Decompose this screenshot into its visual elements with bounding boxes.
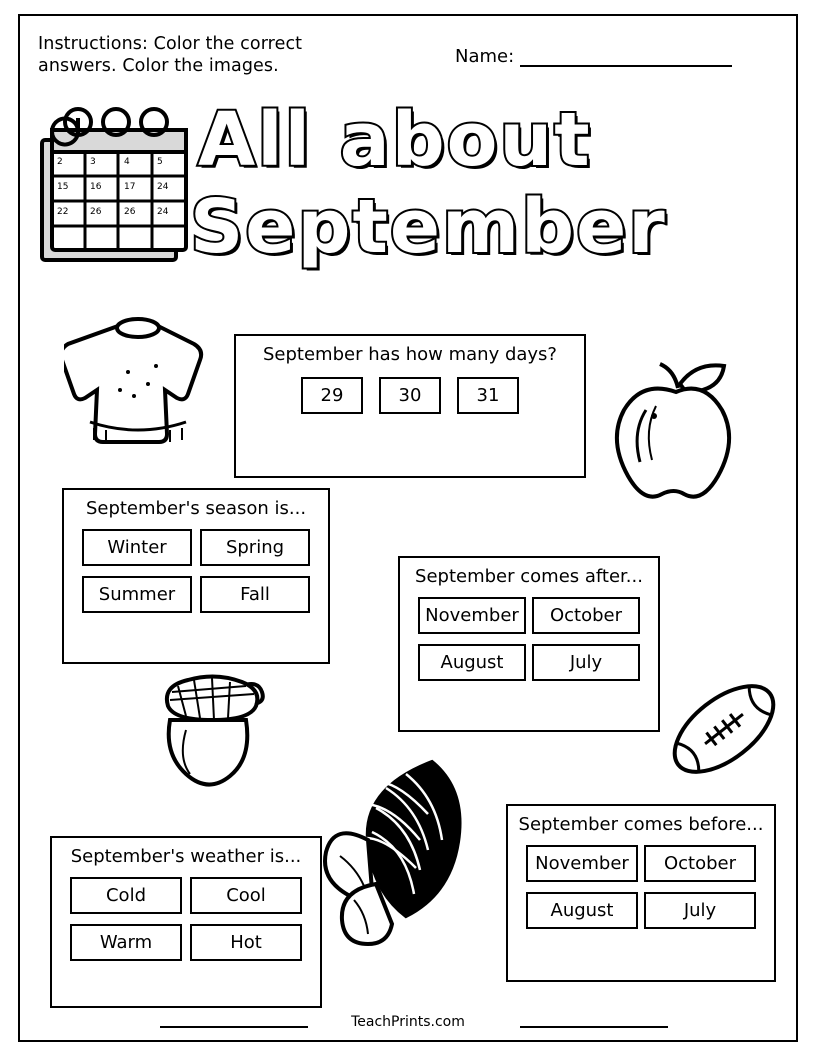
- svg-text:26: 26: [124, 207, 136, 217]
- svg-text:24: 24: [157, 207, 169, 217]
- instructions-text: Instructions: Color the correct answers. Color the images.: [38, 34, 303, 76]
- question-after-prompt: September comes after...: [415, 566, 643, 587]
- option-before-july[interactable]: July: [644, 892, 756, 929]
- option-before-august[interactable]: August: [526, 892, 638, 929]
- name-label: Name:: [455, 46, 515, 67]
- option-season-winter[interactable]: Winter: [82, 529, 192, 566]
- option-after-july[interactable]: July: [532, 644, 640, 681]
- question-before-options: [508, 839, 774, 941]
- question-weather-options: [52, 871, 320, 973]
- name-field-row: [455, 46, 732, 67]
- option-season-summer[interactable]: Summer: [82, 576, 192, 613]
- footer-credit: TeachPrints.com: [351, 1014, 465, 1030]
- question-after-options: [400, 591, 658, 693]
- question-days-prompt: September has how many days?: [262, 344, 557, 365]
- question-days: [234, 334, 586, 478]
- option-weather-hot[interactable]: Hot: [190, 924, 302, 961]
- option-after-august[interactable]: August: [418, 644, 526, 681]
- svg-text:17: 17: [124, 182, 136, 192]
- question-weather-prompt: September's weather is...: [70, 846, 302, 867]
- question-season-prompt: September's season is...: [85, 498, 307, 519]
- title-line-1: All about: [198, 97, 592, 183]
- option-before-november[interactable]: November: [526, 845, 638, 882]
- option-weather-cold[interactable]: Cold: [70, 877, 182, 914]
- question-season: [62, 488, 330, 664]
- question-weather: [50, 836, 322, 1008]
- option-before-october[interactable]: October: [644, 845, 756, 882]
- page-title: [190, 97, 790, 270]
- option-season-spring[interactable]: Spring: [200, 529, 310, 566]
- apple-illustration: [610, 358, 760, 514]
- question-season-options: [64, 523, 328, 625]
- option-after-november[interactable]: November: [418, 597, 526, 634]
- option-season-fall[interactable]: Fall: [200, 576, 310, 613]
- football-illustration: [660, 666, 788, 796]
- calendar-illustration: [38, 106, 198, 275]
- question-before-prompt: September comes before...: [518, 814, 764, 835]
- svg-text:5: 5: [157, 157, 163, 167]
- svg-text:15: 15: [57, 182, 69, 192]
- option-weather-cool[interactable]: Cool: [190, 877, 302, 914]
- question-days-options: [236, 369, 584, 426]
- sweater-illustration: [64, 310, 212, 464]
- svg-text:2: 2: [57, 157, 63, 167]
- option-days-29[interactable]: 29: [301, 377, 363, 414]
- title-line-2: September: [190, 183, 667, 270]
- acorn-illustration: [150, 664, 280, 796]
- svg-text:4: 4: [124, 157, 130, 167]
- corn-illustration: [320, 744, 490, 958]
- question-comes-after: [398, 556, 660, 732]
- option-weather-warm[interactable]: Warm: [70, 924, 182, 961]
- svg-text:24: 24: [157, 182, 169, 192]
- option-after-october[interactable]: October: [532, 597, 640, 634]
- svg-text:16: 16: [90, 182, 102, 192]
- svg-text:3: 3: [90, 157, 96, 167]
- name-input-line[interactable]: [520, 46, 732, 67]
- svg-text:26: 26: [90, 207, 102, 217]
- option-days-30[interactable]: 30: [379, 377, 441, 414]
- question-comes-before: [506, 804, 776, 982]
- svg-text:22: 22: [57, 207, 69, 217]
- option-days-31[interactable]: 31: [457, 377, 519, 414]
